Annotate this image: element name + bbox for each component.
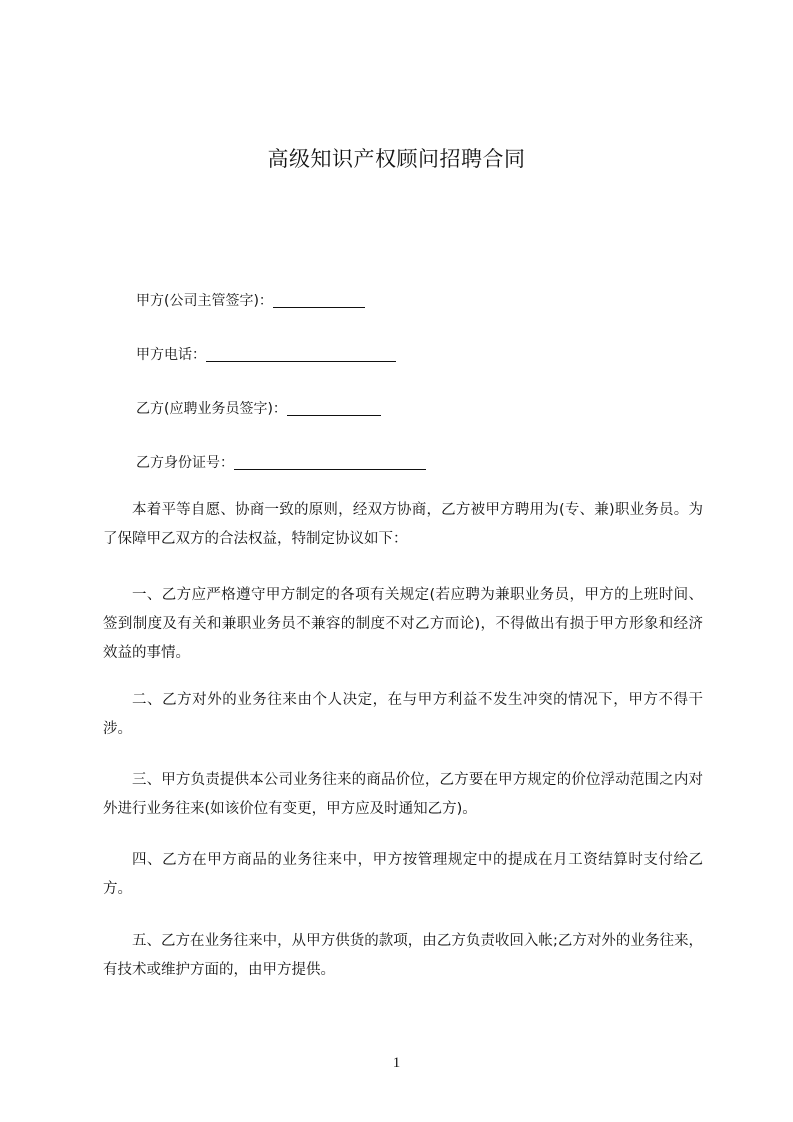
party-a-phone-blank [206,346,396,362]
document-title: 高级知识产权顾问招聘合同 [267,147,526,171]
party-a-signature-label: 甲方(公司主管签字)： [136,293,273,309]
party-b-id-blank [234,454,426,470]
page-number: 1 [392,1055,401,1071]
party-a-signature-field [136,291,365,311]
clause-5-paragraph: 五、乙方在业务往来中，从甲方供货的款项，由乙方负责收回入帐;乙方对外的业务往来，有技术或维护方面的，由甲方提供。 [103,933,703,978]
party-b-signature-label: 乙方(应聘业务员签字)： [136,401,287,417]
party-a-phone-field [136,345,396,365]
party-b-signature-blank [287,400,381,416]
party-b-id-label: 乙方身份证号： [136,455,234,471]
party-b-id-field [136,453,426,473]
clause-3-paragraph: 三、甲方负责提供本公司业务往来的商品价位，乙方要在甲方规定的价位浮动范围之内对外进行业务往来(如该价位有变更，甲方应及时通知乙方)。 [103,772,703,817]
clause-4-paragraph: 四、乙方在甲方商品的业务往来中，甲方按管理规定中的提成在月工资结算时支付给乙方。 [103,852,703,897]
party-a-phone-label: 甲方电话： [136,347,206,363]
clause-2-paragraph: 二、乙方对外的业务往来由个人决定，在与甲方利益不发生冲突的情况下，甲方不得干涉。 [103,692,703,737]
clause-1-paragraph: 一、乙方应严格遵守甲方制定的各项有关规定(若应聘为兼职业务员，甲方的上班时间、签到制度及有关和兼职业务员不兼容的制度不对乙方而论)，不得做出有损于甲方形象和经济效益的事情。 [103,587,703,661]
preamble-paragraph: 本着平等自愿、协商一致的原则，经双方协商，乙方被甲方聘用为(专、兼)职业务员。为了保障甲乙双方的合法权益，特制定协议如下： [103,502,703,547]
party-a-signature-blank [273,292,365,308]
party-b-signature-field [136,399,381,419]
